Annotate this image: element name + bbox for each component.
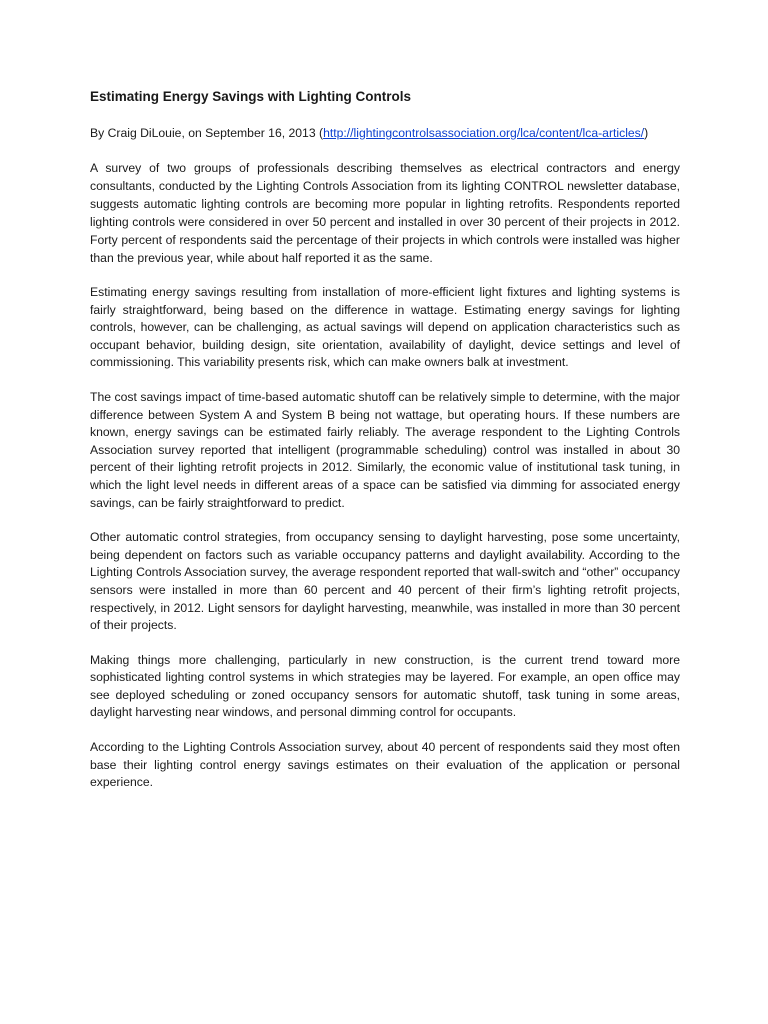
byline-suffix: ) — [644, 126, 649, 140]
paragraph: Other automatic control strategies, from occupancy sensing to daylight harvesting, pose some uncertainty, being dependent on factors such as variable occupancy patterns and daylight availability. According to the Lighting Controls Association survey, the average respondent reported that wall-switch and “other” occupancy sensors were installed in more than 60 percent and 40 percent of their firm’s lighting retrofit projects, respectively, in 2012. Light sensors for daylight harvesting, meanwhile, was installed in more than 30 percent of their projects. — [90, 530, 680, 633]
paragraph: The cost savings impact of time-based automatic shutoff can be relatively simple to determine, with the major difference between System A and System B being not wattage, but operating hours. If these numbers are known, energy savings can be estimated fairly reliably. The average respondent to the Lighting Controls Association survey reported that intelligent (programmable scheduling) control was installed in about 30 percent of their lighting retrofit projects in 2012. Similarly, the economic value of institutional task tuning, in which the light level needs in different areas of a space can be satisfied via dimming for associated energy savings, can be fairly straightforward to predict. — [90, 389, 680, 510]
document-page — [90, 88, 680, 809]
byline-prefix: By Craig DiLouie, on September 16, 2013 ( — [90, 126, 324, 140]
paragraph: A survey of two groups of professionals describing themselves as electrical contractors and energy consultants, conducted by the Lighting Controls Association from its lighting CONTROL newsletter database, suggests automatic lighting controls are becoming more popular in lighting retrofits. Respondents reported lighting controls were considered in over 50 percent and installed in over 30 percent of their projects in 2012. Forty percent of respondents said the percentage of their projects in which controls were installed was higher than the previous year, while about half reported it as the same. — [90, 161, 680, 265]
source-link[interactable]: http://lightingcontrolsassociation.org/lca/content/lca-articles/ — [323, 126, 645, 140]
paragraph: Estimating energy savings resulting from installation of more-efficient light fixtures and lighting systems is fairly straightforward, being based on the difference in wattage. Estimating energy savings for lighting controls, however, can be challenging, as actual savings will depend on application characteristics such as occupant behavior, building design, site orientation, availability of daylight, device settings and level of commissioning. This variability presents risk, which can make owners balk at investment. — [90, 285, 680, 370]
paragraph: According to the Lighting Controls Association survey, about 40 percent of respondents said they most often base their lighting control energy savings estimates on their evaluation of the application or personal experience. — [90, 740, 680, 790]
article-byline — [90, 124, 680, 142]
article-title: Estimating Energy Savings with Lighting Controls — [90, 89, 412, 104]
paragraph: Making things more challenging, particularly in new construction, is the current trend toward more sophisticated lighting control systems in which strategies may be layered. For example, an open office may see deployed scheduling or zoned occupancy sensors for automatic shutoff, task tuning in some areas, daylight harvesting near windows, and personal dimming control for occupants. — [90, 652, 680, 720]
